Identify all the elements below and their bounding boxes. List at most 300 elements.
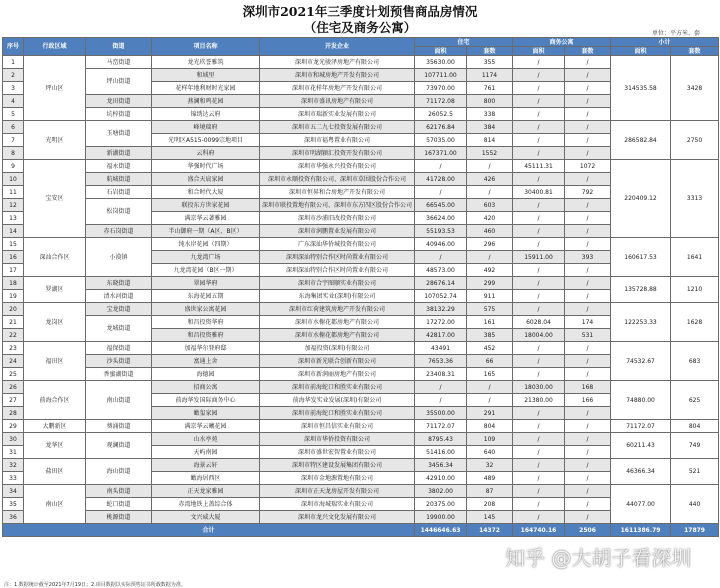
cell-project: 和合时代大厦: [152, 186, 260, 199]
cell-res-area: 23408.31: [415, 368, 467, 381]
header-sub-area: 面积: [611, 47, 671, 56]
cell-res-area: /: [415, 381, 467, 394]
cell-res-units: 911: [467, 290, 513, 303]
cell-district: 盐田区: [24, 459, 86, 485]
cell-district: 宝安区: [24, 160, 86, 238]
cell-street: 宝龙街道: [86, 303, 152, 316]
cell-res-units: 575: [467, 303, 513, 316]
cell-seq: 31: [3, 446, 24, 459]
cell-apt-units: /: [565, 511, 611, 524]
cell-developer: 深圳市金地源置地有限公司: [260, 472, 415, 485]
cell-project: 盛合天宸家园: [152, 173, 260, 186]
cell-seq: 34: [3, 485, 24, 498]
cell-seq: 2: [3, 69, 24, 82]
header-district: 行政区域: [24, 38, 86, 56]
cell-developer: 深圳市润鹏置业发展有限公司: [260, 225, 415, 238]
cell-sub-units: 440: [671, 485, 719, 524]
cell-seq: 16: [3, 251, 24, 264]
cell-developer: 加福投资(深圳)有限公司: [260, 342, 415, 355]
cell-sub-area: 314535.58: [611, 56, 671, 121]
cell-res-area: 71172.07: [415, 420, 467, 433]
cell-apt-area: /: [513, 173, 565, 186]
cell-seq: 3: [3, 82, 24, 95]
cell-developer: 深圳市福粤置业有限公司: [260, 134, 415, 147]
cell-apt-units: /: [565, 147, 611, 160]
cell-sub-units: 804: [671, 420, 719, 433]
cell-res-area: /: [415, 251, 467, 264]
cell-res-area: 36624.00: [415, 212, 467, 225]
total-apt-area: 164740.16: [513, 524, 565, 537]
cell-seq: 36: [3, 511, 24, 524]
cell-sub-units: 521: [671, 459, 719, 485]
cell-apt-area: /: [513, 212, 565, 225]
cell-developer: 深圳市水榭花都房地产有限公司: [260, 316, 415, 329]
cell-apt-units: /: [565, 82, 611, 95]
cell-apt-area: 18004.00: [513, 329, 565, 342]
cell-project: 天屿南园: [152, 446, 260, 459]
cell-project: 燕澜和鸣花园: [152, 95, 260, 108]
header-res-units: 套数: [467, 47, 513, 56]
total-apt-units: 2506: [565, 524, 611, 537]
cell-res-area: 71172.08: [415, 95, 467, 108]
cell-developer: 深圳市恒昌信实业有限公司: [260, 420, 415, 433]
cell-res-area: 28676.14: [415, 277, 467, 290]
cell-seq: 32: [3, 459, 24, 472]
footnote: 注：1.数据统计截至2021年7月19日；2.项目数据以实际预售证书所载数据为准。: [4, 582, 186, 588]
cell-res-area: 73970.00: [415, 82, 467, 95]
cell-res-area: 43491: [415, 342, 467, 355]
cell-apt-units: /: [565, 459, 611, 472]
cell-developer: 深圳市水榭花都房地产有限公司: [260, 329, 415, 342]
cell-apt-area: 15911.00: [513, 251, 565, 264]
cell-apt-area: /: [513, 82, 565, 95]
total-row: [3, 524, 719, 537]
cell-seq: 23: [3, 342, 24, 355]
cell-res-area: 35630.00: [415, 56, 467, 69]
cell-res-area: 62176.84: [415, 121, 467, 134]
cell-seq: 19: [3, 290, 24, 303]
cell-res-units: 208: [467, 498, 513, 511]
cell-apt-area: /: [513, 134, 565, 147]
cell-res-units: 109: [467, 433, 513, 446]
cell-project: 九龙湾广场: [152, 251, 260, 264]
cell-project: 联投东方世家花园: [152, 199, 260, 212]
cell-project: 文兴威大厦: [152, 511, 260, 524]
cell-apt-units: 168: [565, 381, 611, 394]
cell-developer: 深圳市正天龙房屋开发有限公司: [260, 485, 415, 498]
cell-seq: 27: [3, 394, 24, 407]
header-seq: 序号: [3, 38, 24, 56]
cell-res-units: 814: [467, 134, 513, 147]
cell-street: 坑梓街道: [86, 108, 152, 121]
cell-res-units: 1174: [467, 69, 513, 82]
cell-res-units: 165: [467, 368, 513, 381]
cell-project: 锦绣达云府: [152, 108, 260, 121]
cell-developer: 深圳深汕特别合作区时尚置业有限公司: [260, 251, 415, 264]
cell-apt-area: 18030.00: [513, 381, 565, 394]
cell-res-area: 41728.00: [415, 173, 467, 186]
cell-apt-units: 1072: [565, 160, 611, 173]
cell-res-area: /: [415, 160, 467, 173]
cell-res-units: 291: [467, 407, 513, 420]
cell-apt-units: /: [565, 173, 611, 186]
cell-apt-units: /: [565, 69, 611, 82]
cell-project: 花样年地利财时光家园: [152, 82, 260, 95]
total-sub-units: 17879: [671, 524, 719, 537]
cell-res-area: 19900.00: [415, 511, 467, 524]
cell-developer: 深圳市前海蛇口和胜实业有限公司: [260, 381, 415, 394]
cell-seq: 8: [3, 147, 24, 160]
cell-res-units: 452: [467, 342, 513, 355]
cell-res-area: 3456.34: [415, 459, 467, 472]
header-project: 项目名称: [152, 38, 260, 56]
cell-apt-units: /: [565, 277, 611, 290]
cell-apt-area: /: [513, 108, 565, 121]
table-body: [3, 56, 719, 537]
cell-street: 石岩街道: [86, 186, 152, 199]
cell-apt-units: /: [565, 108, 611, 121]
cell-res-units: 1552: [467, 147, 513, 160]
cell-seq: 9: [3, 160, 24, 173]
header-subtotal: 小计: [611, 38, 719, 47]
cell-sub-area: 74532.67: [611, 342, 671, 381]
cell-res-area: 107711.00: [415, 69, 467, 82]
cell-street: 海山街道: [86, 459, 152, 485]
cell-res-area: /: [415, 186, 467, 199]
cell-street: 福永街道: [86, 160, 152, 173]
table-row: [3, 160, 719, 173]
cell-developer: 深圳市新光联合创新有限公司: [260, 355, 415, 368]
cell-project: 加福华尔登府邸: [152, 342, 260, 355]
cell-project: 海德园: [152, 368, 260, 381]
cell-street: 沙头街道: [86, 355, 152, 368]
cell-seq: 26: [3, 381, 24, 394]
cell-res-area: /: [415, 394, 467, 407]
table-row: [3, 433, 719, 446]
cell-developer: 深圳市前海蛇口和胜实业有限公司: [260, 407, 415, 420]
total-sub-area: 1611386.79: [611, 524, 671, 537]
cell-street: 葵涌街道: [86, 420, 152, 433]
cell-apt-area: 21380.00: [513, 394, 565, 407]
cell-apt-area: /: [513, 420, 565, 433]
header-street: 街道: [86, 38, 152, 56]
cell-apt-area: /: [513, 121, 565, 134]
cell-district: 龙岗区: [24, 303, 86, 342]
cell-seq: 21: [3, 316, 24, 329]
cell-sub-area: 220409.12: [611, 160, 671, 238]
cell-project: 富通上舍: [152, 355, 260, 368]
cell-street: 坪山街道: [86, 69, 152, 95]
cell-sub-units: 1628: [671, 303, 719, 342]
cell-apt-units: /: [565, 420, 611, 433]
table-row: [3, 277, 719, 290]
cell-street: 南头街道: [86, 485, 152, 498]
cell-district: 坪山区: [24, 56, 86, 121]
cell-res-units: 384: [467, 121, 513, 134]
cell-street: 桃源街道: [86, 511, 152, 524]
cell-project: 瞰玺家园: [152, 407, 260, 420]
cell-apt-units: 174: [565, 316, 611, 329]
table-row: [3, 459, 719, 472]
cell-apt-units: /: [565, 355, 611, 368]
cell-apt-units: /: [565, 485, 611, 498]
cell-apt-area: 30400.81: [513, 186, 565, 199]
cell-sub-units: 683: [671, 342, 719, 381]
cell-sub-area: 286582.84: [611, 121, 671, 160]
cell-developer: 深圳市和城房地产开发有限公司: [260, 69, 415, 82]
cell-project: 龙光玖誉雅筑: [152, 56, 260, 69]
cell-street: 玉塘街道: [86, 121, 152, 147]
cell-apt-area: /: [513, 95, 565, 108]
cell-apt-area: /: [513, 446, 565, 459]
total-label: 合计: [3, 524, 415, 537]
cell-district: 南山区: [24, 485, 86, 524]
cell-developer: 深圳市盛讯房地产有限公司: [260, 95, 415, 108]
cell-apt-area: /: [513, 342, 565, 355]
table-row: [3, 303, 719, 316]
cell-project: 半山御府一期（A区、B区）: [152, 225, 260, 238]
page-subtitle: （住宅及商务公寓）: [303, 20, 417, 35]
total-res-area: 1446646.63: [415, 524, 467, 537]
cell-res-area: 51416.00: [415, 446, 467, 459]
cell-street: 清水河街道: [86, 290, 152, 303]
cell-sub-area: 71172.07: [611, 420, 671, 433]
cell-street: 新湖街道: [86, 147, 152, 160]
cell-res-units: 800: [467, 95, 513, 108]
cell-project: 和域里: [152, 69, 260, 82]
cell-apt-area: /: [513, 147, 565, 160]
header-residential: 住宅: [415, 38, 513, 47]
cell-apt-units: /: [565, 368, 611, 381]
watermark: 知乎 @大胡子看深圳: [505, 546, 692, 570]
cell-street: 龙城街道: [86, 316, 152, 342]
cell-apt-units: /: [565, 238, 611, 251]
cell-apt-area: /: [513, 511, 565, 524]
header-res-area: 面积: [415, 47, 467, 56]
header-apt-area: 面积: [513, 47, 565, 56]
cell-project: 满京华云著雅园: [152, 212, 260, 225]
cell-district: 福田区: [24, 342, 86, 381]
cell-developer: 前海华发实业发展(深圳)有限公司: [260, 394, 415, 407]
cell-res-area: 57035.00: [415, 134, 467, 147]
table-row: [3, 381, 719, 394]
cell-developer: 深圳市龙兴文化发展有限公司: [260, 511, 415, 524]
cell-developer: 深圳市红荷建筑房地产开发有限公司: [260, 303, 415, 316]
cell-seq: 20: [3, 303, 24, 316]
cell-developer: 深圳市华侨投资有限公司: [260, 433, 415, 446]
cell-seq: 13: [3, 212, 24, 225]
cell-developer: 深圳市瑞新实业发展有限公司: [260, 108, 415, 121]
cell-apt-units: /: [565, 199, 611, 212]
cell-sub-area: 160617.53: [611, 238, 671, 277]
cell-seq: 22: [3, 329, 24, 342]
header-apartment: 商务公寓: [513, 38, 611, 47]
cell-sub-area: 46366.34: [611, 459, 671, 485]
cell-district: 大鹏新区: [24, 420, 86, 433]
cell-res-area: 42817.00: [415, 329, 467, 342]
cell-res-units: 385: [467, 329, 513, 342]
cell-sub-units: 749: [671, 433, 719, 459]
presale-table: [2, 37, 719, 537]
cell-res-area: 17272.00: [415, 316, 467, 329]
cell-res-units: /: [467, 394, 513, 407]
cell-apt-area: /: [513, 225, 565, 238]
cell-seq: 5: [3, 108, 24, 121]
cell-street: 马峦街道: [86, 56, 152, 69]
cell-res-units: 420: [467, 212, 513, 225]
cell-street: 东晓街道: [86, 277, 152, 290]
cell-res-units: 299: [467, 277, 513, 290]
unit-note: 单位：平方米、套: [651, 30, 700, 37]
cell-seq: 7: [3, 134, 24, 147]
cell-apt-units: /: [565, 290, 611, 303]
cell-district: 深汕合作区: [24, 238, 86, 277]
cell-street: 香蜜湖街道: [86, 368, 152, 381]
cell-developer: 深圳市沙浦旧改投资有限公司: [260, 212, 415, 225]
cell-res-units: /: [467, 186, 513, 199]
cell-sub-area: 122253.33: [611, 303, 671, 342]
cell-res-area: 66545.00: [415, 199, 467, 212]
cell-seq: 10: [3, 173, 24, 186]
cell-apt-units: 792: [565, 186, 611, 199]
cell-sub-units: 2750: [671, 121, 719, 160]
cell-project: 和昌投资雅府: [152, 329, 260, 342]
cell-apt-units: /: [565, 134, 611, 147]
cell-sub-units: 3313: [671, 160, 719, 238]
cell-res-units: 804: [467, 420, 513, 433]
cell-apt-area: /: [513, 69, 565, 82]
cell-res-units: /: [467, 381, 513, 394]
cell-seq: 24: [3, 355, 24, 368]
cell-developer: 深圳深汕特别合作区时尚置业有限公司: [260, 264, 415, 277]
cell-apt-area: /: [513, 277, 565, 290]
cell-project: 招商公寓: [152, 381, 260, 394]
cell-apt-units: /: [565, 225, 611, 238]
cell-apt-units: 166: [565, 394, 611, 407]
cell-project: 和昌投资华府: [152, 316, 260, 329]
cell-project: 纯水岸花园（四期）: [152, 238, 260, 251]
cell-street: 航城街道: [86, 173, 152, 186]
cell-developer: 深圳市新润丽房地产有限公司: [260, 368, 415, 381]
cell-street: 蛇口街道: [86, 498, 152, 511]
cell-apt-units: /: [565, 303, 611, 316]
cell-seq: 17: [3, 264, 24, 277]
cell-res-units: 489: [467, 472, 513, 485]
cell-developer: 深圳市特区建设发展集团有限公司: [260, 459, 415, 472]
cell-res-units: 161: [467, 316, 513, 329]
cell-project: 海景云轩: [152, 459, 260, 472]
cell-sub-area: 60211.43: [611, 433, 671, 459]
cell-seq: 15: [3, 238, 24, 251]
cell-apt-area: /: [513, 264, 565, 277]
cell-seq: 6: [3, 121, 24, 134]
cell-res-units: 492: [467, 264, 513, 277]
cell-res-area: 7653.36: [415, 355, 467, 368]
cell-apt-area: /: [513, 498, 565, 511]
cell-apt-area: /: [513, 433, 565, 446]
cell-apt-units: /: [565, 446, 611, 459]
cell-res-units: 296: [467, 238, 513, 251]
cell-project: 峰境瑞府: [152, 121, 260, 134]
cell-res-area: 48573.00: [415, 264, 467, 277]
cell-res-units: 603: [467, 199, 513, 212]
cell-seq: 12: [3, 199, 24, 212]
cell-street: 松岗街道: [86, 199, 152, 225]
cell-seq: 30: [3, 433, 24, 446]
cell-apt-units: /: [565, 342, 611, 355]
cell-district: 罗湖区: [24, 277, 86, 303]
cell-seq: 35: [3, 498, 24, 511]
cell-res-units: 87: [467, 485, 513, 498]
cell-res-area: 107052.74: [415, 290, 467, 303]
cell-apt-area: /: [513, 407, 565, 420]
cell-developer: 深圳市花样年房地产开发有限公司: [260, 82, 415, 95]
cell-project: 前海华发国际商务中心: [152, 394, 260, 407]
cell-sub-units: 3428: [671, 56, 719, 121]
cell-project: 满京华云曦花园: [152, 420, 260, 433]
cell-apt-units: 393: [565, 251, 611, 264]
cell-street: 观澜街道: [86, 433, 152, 459]
cell-developer: 深圳市华强永兴投资有限公司: [260, 160, 415, 173]
cell-project: 云科府: [152, 147, 260, 160]
cell-apt-units: /: [565, 433, 611, 446]
cell-res-units: 32: [467, 459, 513, 472]
cell-project: 光明区A515-0099宗地项目: [152, 134, 260, 147]
cell-developer: 东海集团实业(深圳)有限公司: [260, 290, 415, 303]
cell-developer: 深圳市五二九七投资发展有限公司: [260, 121, 415, 134]
cell-sub-units: 1210: [671, 277, 719, 303]
cell-apt-area: /: [513, 238, 565, 251]
table-row: [3, 121, 719, 134]
cell-project: 九龙湾花园（B区一期）: [152, 264, 260, 277]
cell-apt-units: /: [565, 472, 611, 485]
cell-seq: 11: [3, 186, 24, 199]
cell-project: 盛世家公寓花园: [152, 303, 260, 316]
cell-res-area: 38132.29: [415, 303, 467, 316]
cell-sub-units: 1641: [671, 238, 719, 277]
cell-apt-units: /: [565, 407, 611, 420]
cell-project: 翠园华府: [152, 277, 260, 290]
cell-apt-units: /: [565, 212, 611, 225]
header-sub-units: 套数: [671, 47, 719, 56]
cell-project: 赤湾地铁上盖综合体: [152, 498, 260, 511]
cell-res-area: 20375.00: [415, 498, 467, 511]
cell-res-area: 40946.00: [415, 238, 467, 251]
cell-res-units: 145: [467, 511, 513, 524]
cell-developer: 深圳市恒昇和合房地产开发有限公司: [260, 186, 415, 199]
cell-apt-units: /: [565, 56, 611, 69]
cell-developer: 深圳市永顺投资有限公司、深圳市草围股份合作公司: [260, 173, 415, 186]
cell-developer: 深圳市明湖颍汇投资开发有限公司: [260, 147, 415, 160]
cell-apt-area: /: [513, 199, 565, 212]
cell-res-area: 42910.00: [415, 472, 467, 485]
cell-res-area: 55193.53: [415, 225, 467, 238]
cell-developer: 深圳市盛世宏智置业有限公司: [260, 446, 415, 459]
cell-seq: 1: [3, 56, 24, 69]
cell-district: 龙华区: [24, 433, 86, 459]
cell-res-units: 426: [467, 173, 513, 186]
cell-apt-area: /: [513, 459, 565, 472]
header-apt-units: 套数: [565, 47, 611, 56]
cell-developer: 深圳市合宇图顺实业有限公司: [260, 277, 415, 290]
cell-project: 正天龙家雅园: [152, 485, 260, 498]
cell-res-area: 26052.5: [415, 108, 467, 121]
table-row: [3, 342, 719, 355]
cell-res-units: 761: [467, 82, 513, 95]
cell-res-units: 460: [467, 225, 513, 238]
cell-res-units: 355: [467, 56, 513, 69]
cell-apt-units: /: [565, 95, 611, 108]
